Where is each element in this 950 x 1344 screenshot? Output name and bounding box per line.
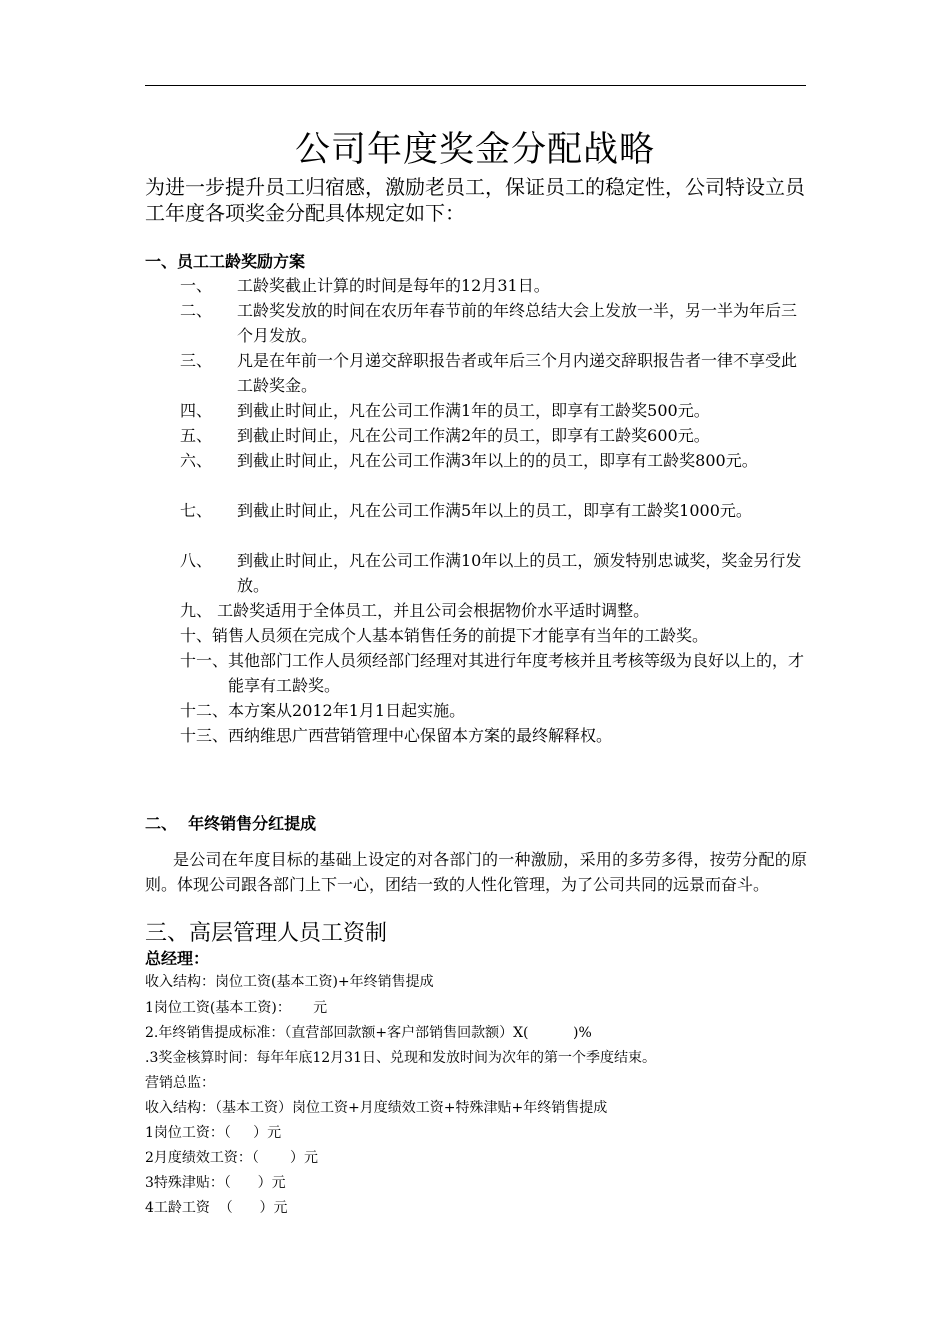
list-item-text: 销售人员须在完成个人基本销售任务的前提下才能享有当年的工龄奖。	[212, 626, 709, 645]
list-item-text: 到截止时间止，凡在公司工作满2年的员工，即享有工龄奖600元。	[237, 426, 710, 445]
pay-line: 1岗位工资：（ ）元	[145, 1125, 282, 1141]
list-item-text: 到截止时间止，凡在公司工作满3年以上的的员工，即享有工龄奖800元。	[237, 451, 758, 470]
list-item	[180, 648, 812, 698]
list-item	[180, 273, 810, 298]
list-item-text: 本方案从2012年1月1日起实施。	[228, 701, 466, 720]
list-item-text: 工龄奖发放的时间在农历年春节前的年终总结大会上发放一半，另一半为年后三个月发放。	[237, 301, 798, 345]
general-manager-label: 总经理：	[145, 949, 210, 968]
pay-line: 2.年终销售提成标准：（直营部回款额+客户部销售回款额）X( )%	[145, 1025, 592, 1041]
list-item-text: 到截止时间止，凡在公司工作满1年的员工，即享有工龄奖500元。	[237, 401, 710, 420]
list-item-number: 二、	[180, 301, 213, 320]
list-item-number: 一、	[180, 276, 213, 295]
list-item	[180, 498, 810, 523]
list-item-number: 十二、	[180, 701, 229, 720]
list-item-text: 其他部门工作人员须经部门经理对其进行年度考核并且考核等级为良好以上的，才能享有工龄奖。	[228, 651, 805, 695]
list-item-number: 七、	[180, 501, 213, 520]
list-item-text: 工龄奖适用于全体员工，并且公司会根据物价水平适时调整。	[217, 601, 650, 620]
list-item-number: 十一、	[180, 651, 229, 670]
list-item	[180, 398, 810, 423]
list-item-body	[180, 648, 812, 698]
list-item	[180, 598, 810, 623]
section2-heading: 二、 年终销售分红提成	[145, 814, 317, 833]
pay-line: 营销总监：	[145, 1075, 215, 1091]
intro-paragraph: 为进一步提升员工归宿感，激励老员工，保证员工的稳定性，公司特设立员工年度各项奖金分配具体规定如下：	[145, 175, 805, 225]
pay-line: 2月度绩效工资：（ ）元	[145, 1150, 319, 1166]
list-item-text: 到截止时间止，凡在公司工作满10年以上的员工，颁发特别忠诚奖，奖金另行发放。	[237, 551, 802, 595]
list-item-number: 九、	[180, 601, 213, 620]
list-item-text: 工龄奖截止计算的时间是每年的12月31日。	[237, 276, 550, 295]
list-item-number: 八、	[180, 551, 213, 570]
list-item	[180, 348, 810, 398]
list-item	[180, 698, 810, 723]
header-rule	[145, 85, 806, 86]
list-item	[180, 723, 810, 748]
list-item-number: 六、	[180, 451, 213, 470]
list-item	[180, 448, 810, 473]
list-item-number: 五、	[180, 426, 213, 445]
list-item-number: 十三、	[180, 726, 229, 745]
list-item	[180, 548, 810, 598]
list-item-text: 凡是在年前一个月递交辞职报告者或年后三个月内递交辞职报告者一律不享受此工龄奖金。	[237, 351, 798, 395]
pay-line: 1岗位工资(基本工资)： 元	[145, 1000, 328, 1016]
list-item-text: 到截止时间止，凡在公司工作满5年以上的员工，即享有工龄奖1000元。	[237, 501, 752, 520]
section3-heading: 三、高层管理人员工资制	[145, 921, 388, 946]
pay-line: 3特殊津贴：（ ）元	[145, 1175, 286, 1191]
pay-line: .3奖金核算时间：每年年底12月31日、兑现和发放时间为次年的第一个季度结束。	[145, 1050, 656, 1066]
pay-line: 收入结构：（基本工资）岗位工资+月度绩效工资+特殊津贴+年终销售提成	[145, 1100, 608, 1116]
list-item-number: 四、	[180, 401, 213, 420]
list-item-text: 西纳维思广西营销管理中心保留本方案的最终解释权。	[228, 726, 613, 745]
section1-heading: 一、员工工龄奖励方案	[145, 252, 306, 271]
list-item-number: 十、	[180, 626, 213, 645]
document-title: 公司年度奖金分配战略	[294, 130, 655, 170]
list-item-number: 三、	[180, 351, 213, 370]
section2-paragraph: 是公司在年度目标的基础上设定的对各部门的一种激励，采用的多劳多得，按劳分配的原则。体现公司跟各部门上下一心，团结一致的人性化管理，为了公司共同的远景而奋斗。	[145, 850, 807, 894]
pay-line: 4工龄工资 （ ）元	[145, 1200, 288, 1216]
pay-line: 收入结构：岗位工资(基本工资)+年终销售提成	[145, 974, 434, 990]
list-item	[180, 623, 810, 648]
list-item	[180, 298, 810, 348]
list-item	[180, 423, 810, 448]
